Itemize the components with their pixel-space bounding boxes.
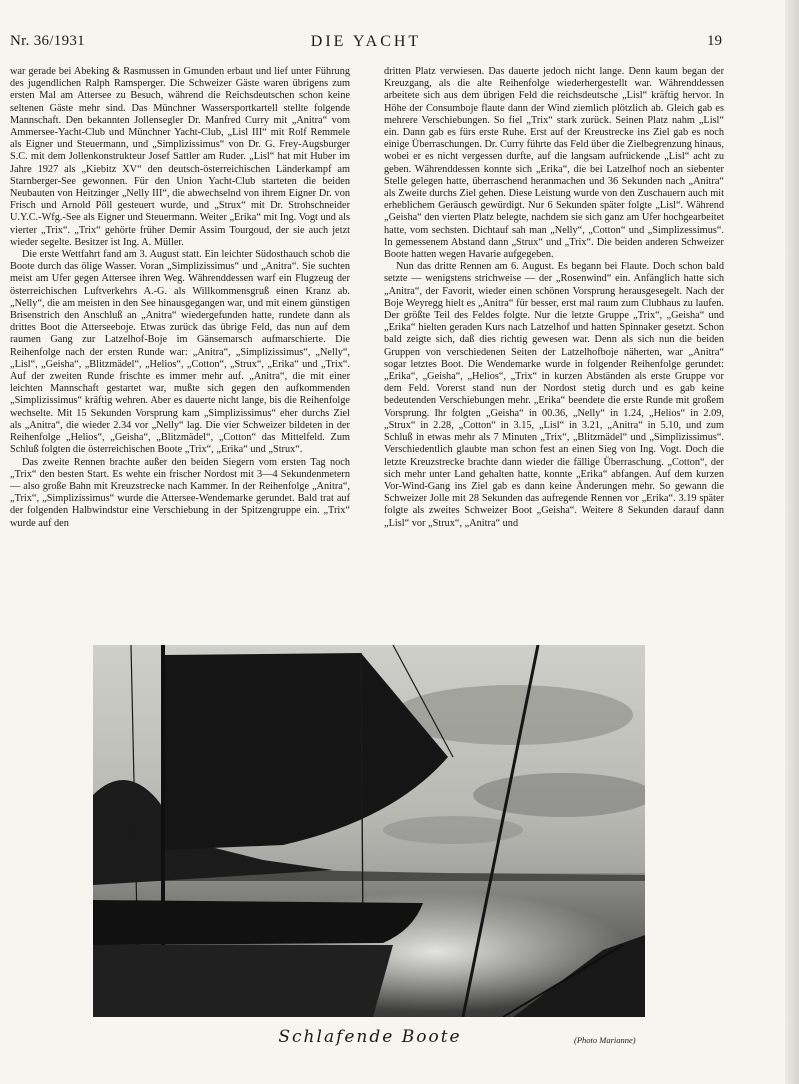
photograph-sleeping-boats [93, 645, 645, 1017]
article-column-right [384, 66, 724, 614]
photo-caption: Schlafende Boote [278, 1027, 462, 1047]
running-header [10, 33, 722, 53]
article-column-left [10, 66, 350, 614]
magazine-title: DIE YACHT [310, 33, 422, 50]
article-paragraph: Das zweite Rennen brachte außer den beiden Siegern vom ersten Tag noch „Trix“ den besten Start. Es wehte ein frischer Nordost mit 3—4 Sekundenmetern — also große Bahn mit Kreuzstrecke nach Kammer. In der Reihenfolge „Anitra“, „Trix“, „Simplizissimus“ wurde die Attersee-Wendemarke gerundet. Bald trat auf der folgenden Halbwindstur eine Verschiebung in der Spitzengruppe ein. „Trix“ wurde auf den [10, 456, 350, 529]
photo-credit: (Photo Marianne) [574, 1035, 636, 1045]
page-number: 19 [707, 33, 722, 49]
article-paragraph: Nun das dritte Rennen am 6. August. Es begann bei Flaute. Doch schon bald setzte — wenigstens strichweise — der „Rosenwind“ ein. Anfänglich hatte sich „Anitra“, der Favorit, wieder einen schönen Vorsprung herausgesegelt. Nach der Boje Weyregg hielt es „Anitra“ für besser, erst mal raum zum Clubhaus zu laufen. Der größte Teil des Feldes folgte. Nur die letzte Gruppe „Trix“, „Geisha“ und „Erika“ hielten geraden Kurs nach Latzelhof und hatten Spinnaker gesetzt. Schon bald zeigte sich, daß dies richtig gewesen war. Denn als sich nun die beiden Gruppen von verschiedenen Seiten der Latzelhofboje näherten, war „Anitra“ sogar letztes Boot. Die Wendemarke wurde in folgender Reihenfolge gerundet: „Erika“, „Geisha“, „Helios“, „Trix“ in kurzen Abständen als erste Gruppe vor dem Feld. Vorerst stand nun der Nordost stetig durch und es gab keine bedeutenden Verschiebungen mehr. „Erika“ beendete die erste Runde mit großem Vorsprung. Ihr folgten „Geisha“ in 00.36, „Nelly“ in 1.24, „Helios“ in 2.09, „Strux“ in 2.28, „Cotton“ in 3.15, „Lisl“ in 3.21, „Anitra“ in 5.10, und zum Schluß in etwas mehr als 7 Minuten „Trix“, „Blitzmädel“ und „Simplizissimus“. Verschiedentlich glaubte man schon fest an einen Sieg von Ing. Vogt. Doch die letzte Kreuzstrecke brachte dann wieder die fällige Überraschung. „Cotton“, der sich mehr unter Land gehalten hatte, konnte „Erika“ abfangen. Auf dem kurzen Vor-Wind-Gang ins Ziel gab es dann keine Änderungen mehr. So gewann die Schweizer Jolle mit 28 Sekunden das aufregende Rennen vor „Erika“. 3.19 später folgte als zweites Schweizer Boot „Geisha“. Weitere 8 Sekunden darauf dann „Lisl“ vor „Strux“, „Anitra“ und [384, 261, 724, 529]
photo-illustration [93, 645, 645, 1017]
article-paragraph: dritten Platz verwiesen. Das dauerte jedoch nicht lange. Denn kaum began der Kreuzgang, als die alte Reihenfolge wiederhergestellt war. Währenddessen arbeitete sich aus dem übrigen Feld die reichsdeutsche „Lisl“ kräftig hervor. In Höhe der Consumboje flaute dann der Wind ziemlich plötzlich ab. Gleich gab es mehrere Verschiebungen. So fiel „Trix“ stark zurück. Seinen Platz nahm „Lisl“ ein. Dann gab es fürs erste Ruhe. Erst auf der Kreustrecke ins Ziel gab es noch einige Überraschungen. Dr. Curry führte das Feld über die Zielbegrenzung hinaus, wobei er es nicht vergessen durfte, auf die langsam aufrückende „Lisl“ acht zu geben. Währenddessen konnte sich „Erika“, die bei Latzelhof noch an siebenter Stelle gelegen hatte, überraschend heranmachen und 36 Sekunden nach „Anitra“ als Zweite durchs Ziel gehen. Diese Leistung wurde von den Zuschauern auch mit erheblichem Geräusch gewürdigt. Nur 6 Sekunden später folgte „Lisl“. Während „Geisha“ den vierten Platz belegte, nachdem sie sich ganz am Ufer hochgearbeitet hatte, vom sechsten. Dichtauf sah man „Nelly“, „Cotton“ und „Simplizessimus“. In gemessenem Abstand dann „Strux“ und „Trix“. Die beiden anderen Schweizer Boote hatten wegen Havarie aufgegeben. [384, 66, 724, 261]
article-paragraph: Die erste Wettfahrt fand am 3. August statt. Ein leichter Südosthauch schob die Boote durch das ölige Wasser. Voran „Simplizissimus“ und „Anitra“. Sie suchten meist am Ufer gegen Attersee ihren Weg. Währenddessen warf ein Flugzeug der österreichischen Luftverkehrs A.-G. als Willkommensgruß einen Kranz ab. „Nelly“, die am meisten in den See hinausgegangen war, und mit einem günstigen Brisenstrich den Anschluß an „Anitra“ wiedergefunden hatte, rundete dann als drittes Boot die Atterseeboje. Etwas zurück das übrige Feld, das nun auf dem raumen Gang zur Latzelhof-Boje im Gänsemarsch aufmarschierte. Die Reihenfolge nach der ersten Runde war: „Anitra“, „Simplizissimus“, „Nelly“, „Lisl“, „Geisha“, „Blitzmädel“, „Helios“, „Cotton“, „Strux“, „Erika“ und „Trix“. Auf der zweiten Runde frischte es immer mehr auf. „Anitra“, die mit einer leichten Mannschaft gestartet war, mußte sich gegen den aufkommenden „Simplizissimus“ kräftig wehren. Aber es dauerte nicht lange, bis die Reihenfolge wechselte. Mit 15 Sekunden Vorsprung kam „Simplizissimus“ eher durchs Ziel als „Anitra“, die wieder 2.34 vor „Nelly“ lag. Die vier Schweizer bildeten in der Reihenfolge „Helios“, „Geisha“, „Blitzmädel“, „Cotton“ das Mittelfeld. Zum Schluß folgten die österreichischen Boote „Trix“, „Erika“ und „Strux“. [10, 249, 350, 456]
issue-number: Nr. 36/1931 [10, 33, 85, 49]
page-spine-shadow [785, 0, 799, 1084]
article-paragraph: war gerade bei Abeking & Rasmussen in Gmunden erbaut und lief unter Führung des jugendlichen Ralph Ramsperger. Die Schweizer Gäste waren übrigens zum ersten Mal am Attersee zu Besuch, während die Reichsdeutschen schon keine seltenen Gäste mehr sind. Das Münchner Wassersportkartell stellte folgende Mannschaft. Den bekannten Jollensegler Dr. Manfred Curry mit „Anitra“ vom Ammersee-Yacht-Club und Münchner Yacht-Club, „Lisl III“ mit Rolf Remmele als Eigner und Steuermann, und „Simplizissimus“ von Dr. G. Frey-Augsburger S.C. mit dem Jollenkonstrukteur Josef Sattler am Ruder. „Lisl“ hat mit Huber im Jahre 1927 als „Kiebitz XV“ den deutsch-österreichischen Länderkampf am Starnberger-See gewonnen. Für den Union Yacht-Club starteten die beiden Neubauten von Heitzinger „Nelly III“, die abwechselnd von ihrem Eigner Dr. von Frisch und Arnold Pöll gesteuert wurde, und „Strux“ mit Dr. Strohschneider U.Y.C.-Wfg.-See als Eigner und Steuermann. Weiter „Erika“ mit Ing. Vogt und als vierter „Trix“. „Trix“ gehörte früher Demir Assim Tourgoud, der sie auch jetzt wieder segelte. Besitzer ist Ing. A. Müller. [10, 66, 350, 248]
